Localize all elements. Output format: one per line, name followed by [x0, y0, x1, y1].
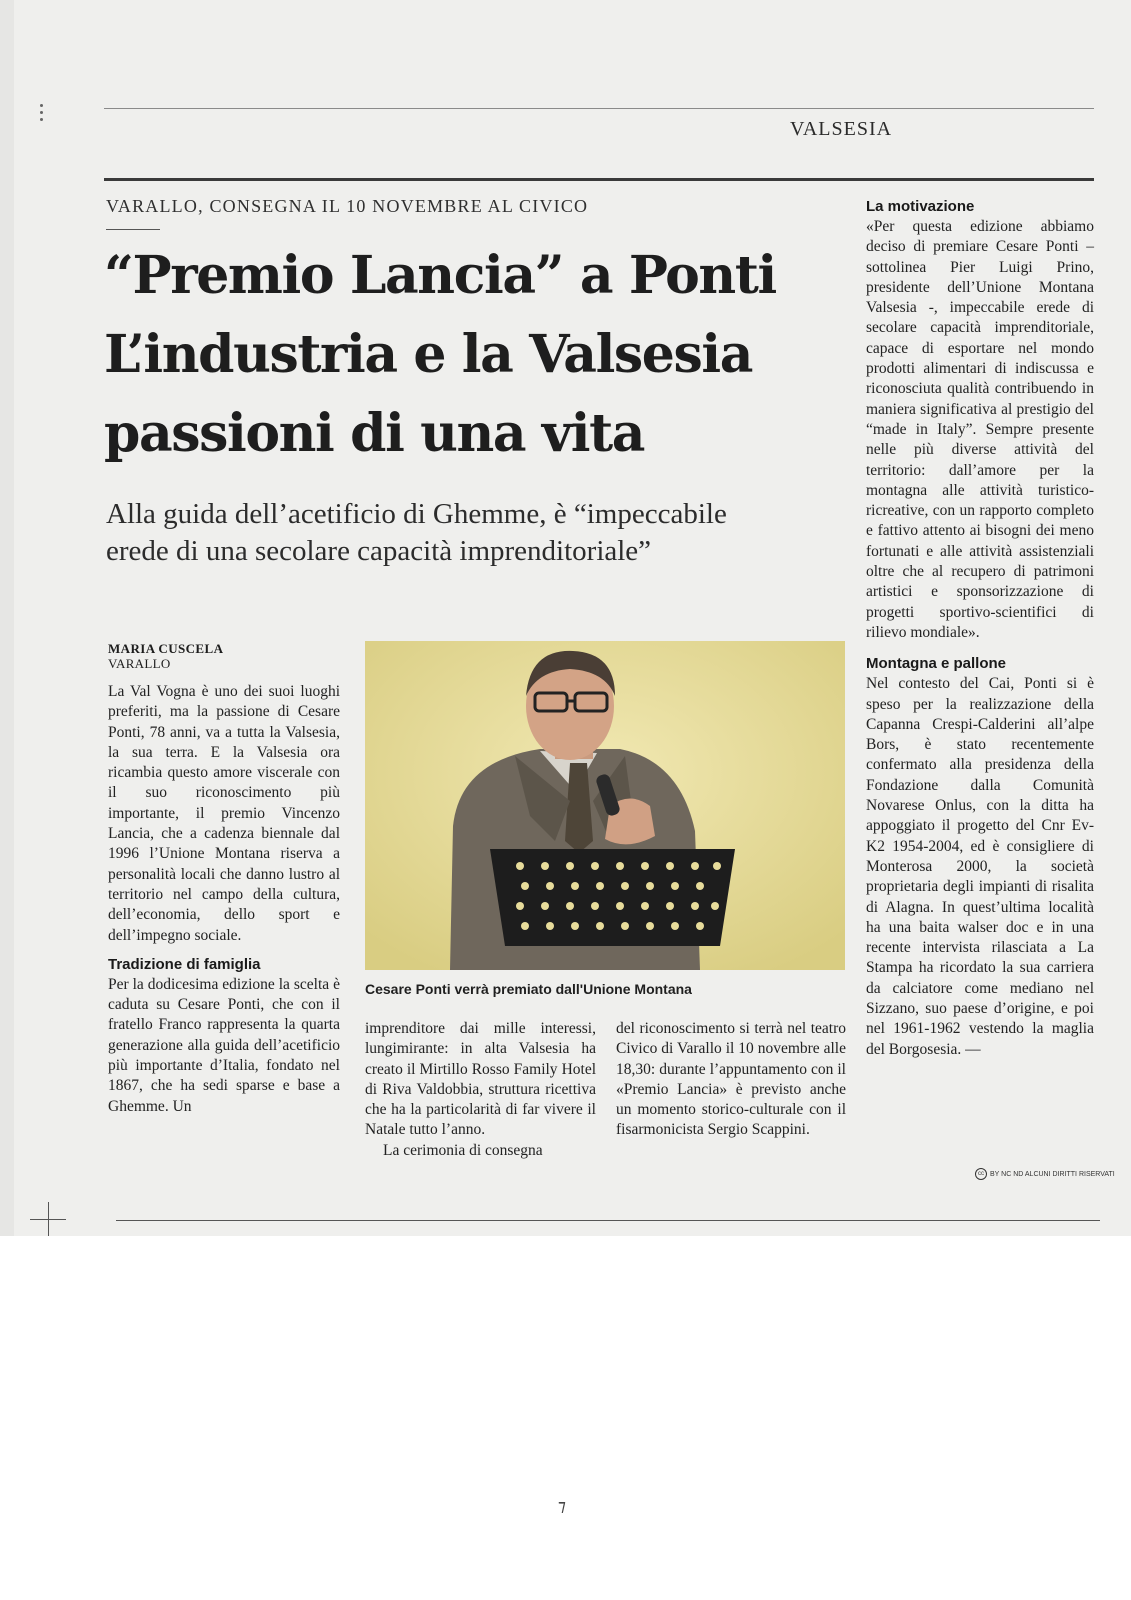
scan-dots — [40, 104, 43, 122]
headline-line-2: L’industria e la Valsesia — [104, 324, 753, 385]
section-label: VALSESIA — [790, 118, 893, 140]
article-photo — [365, 641, 845, 970]
kicker-rule — [106, 229, 160, 230]
paragraph-tradizione: Per la dodicesima edizione la scelta è caduta su Cesare Ponti, che con il fratello Franco rappresenta la quarta generazione alla guida dell’acetificio più importante d’Italia, fondato nel 1867, che ha sedi sparse e base a Ghemme. Un — [108, 975, 340, 1115]
subhead-line-1: Alla guida dell’acetificio di Ghemme, è “impeccabile — [106, 498, 727, 530]
section-heading-montagna: Montagna e pallone — [866, 655, 1007, 673]
article-column-2 — [365, 1019, 596, 1161]
section-heading-motivazione: La motivazione — [866, 198, 975, 215]
bottom-rule — [116, 1220, 1100, 1221]
paragraph-riconoscimento: del riconoscimento si terrà nel teatro Civico di Varallo il 10 novembre alle 18,30: durante l’appuntamento con il «Premio Lancia» è previsto anche un momento storico-culturale con il fisarmonicista Sergio Scappini. — [616, 1020, 846, 1139]
headline — [104, 236, 844, 473]
subhead-line-2: erede di una secolare capacità imprenditoriale” — [106, 535, 652, 567]
crop-mark-horizontal — [30, 1219, 66, 1220]
paragraph-montagna: Nel contesto del Cai, Ponti si è speso per la realizzazione della Capanna Crespi-Calderini all’alpe Bors, è stato recentemente confermato alla presidenza della Fondazione dalla Comunità Novarese Onlus, con la ditta ha appoggiato il progetto del Cnr Ev-K2 1954-2004, ed è consigliere di Monterosa 2000, la società proprietaria degli impianti di risalita di Alagna. In quest’ultima località ha una baita walser doc e in una recente intervista rilasciata a La Stampa ha ricordato la sua carriera da calciatore come mediano nel Sizzano, suo paese d’origine, e poi nel 1961-1962 vestendo la maglia del Borgosesia. — — [866, 675, 1094, 1058]
photo-caption: Cesare Ponti verrà premiato dall'Unione Montana — [365, 981, 692, 997]
section-heading-tradizione: Tradizione di famiglia — [108, 955, 261, 973]
subheadline — [106, 496, 836, 570]
paragraph-imprenditore: imprenditore dai mille interessi, lungimirante: in alta Valsesia ha creato il Mirtillo Rosso Family Hotel di Riva Valdobbia, struttura ricettiva che ha la particolarità di far vivere il Natale tutto l’anno. — [365, 1020, 596, 1139]
top-rule — [104, 108, 1094, 109]
headline-line-3: passioni di una vita — [104, 403, 645, 464]
scan-edge — [0, 0, 14, 1236]
kicker: VARALLO, CONSEGNA IL 10 NOVEMBRE AL CIVICO — [106, 196, 589, 216]
article-column-4 — [866, 196, 1094, 1060]
intro-paragraph: La Val Vogna è uno dei suoi luoghi preferiti, ma la passione di Cesare Ponti, 78 anni, va a tutta la Valsesia, la sua terra. E la Valsesia ora ricambia questo amore viscerale con il suo riconoscimento più importante, il premio Vincenzo Lancia, che a cadenza biennale dal 1996 l’Unione Montana riserva a personalità locali che danno lustro al territorio nel campo della cultura, dell’economia, dello sport e dell’impegno sociale. — [108, 683, 340, 944]
paragraph-motivazione: «Per questa edizione abbiamo deciso di premiare Cesare Ponti – sottolinea Pier Luigi Prino, presidente dell’Unione Montana Valsesia -, impeccabile erede di secolare capacità imprenditoriale, capace di esportare nel mondo prodotti alimentari di indiscussa e riconosciuta qualità contribuendo in maniera significativa al prestigio del “made in Italy”. Sempre presente nelle più diverse attività del territorio: dall’amore per la montagna alle attività turistico-ricreative, con un rapporto completo e fattivo attento ai bisogni dei meno fortunati e alle attività assistenziali oltre che al recupero di patrimoni artistici e sponsorizzazione di progetti sportivo-scientifici di rilievo mondiale». — [866, 218, 1094, 641]
article-column-3 — [616, 1019, 846, 1141]
article-column-1 — [108, 682, 340, 1117]
speaker-photo-illustration — [365, 641, 845, 970]
license-note — [975, 1168, 1115, 1180]
dateline: VARALLO — [108, 656, 171, 671]
paragraph-cerimonia: La cerimonia di consegna — [383, 1141, 543, 1159]
scan-speck: ⁊ — [558, 1498, 566, 1515]
author-byline: MARIA CUSCELA — [108, 641, 224, 656]
license-text: BY NC ND ALCUNI DIRITTI RISERVATI — [990, 1170, 1115, 1178]
header-rule — [104, 178, 1094, 181]
headline-line-1: “Premio Lancia” a Ponti — [104, 245, 776, 306]
creative-commons-icon: cc — [975, 1168, 987, 1180]
